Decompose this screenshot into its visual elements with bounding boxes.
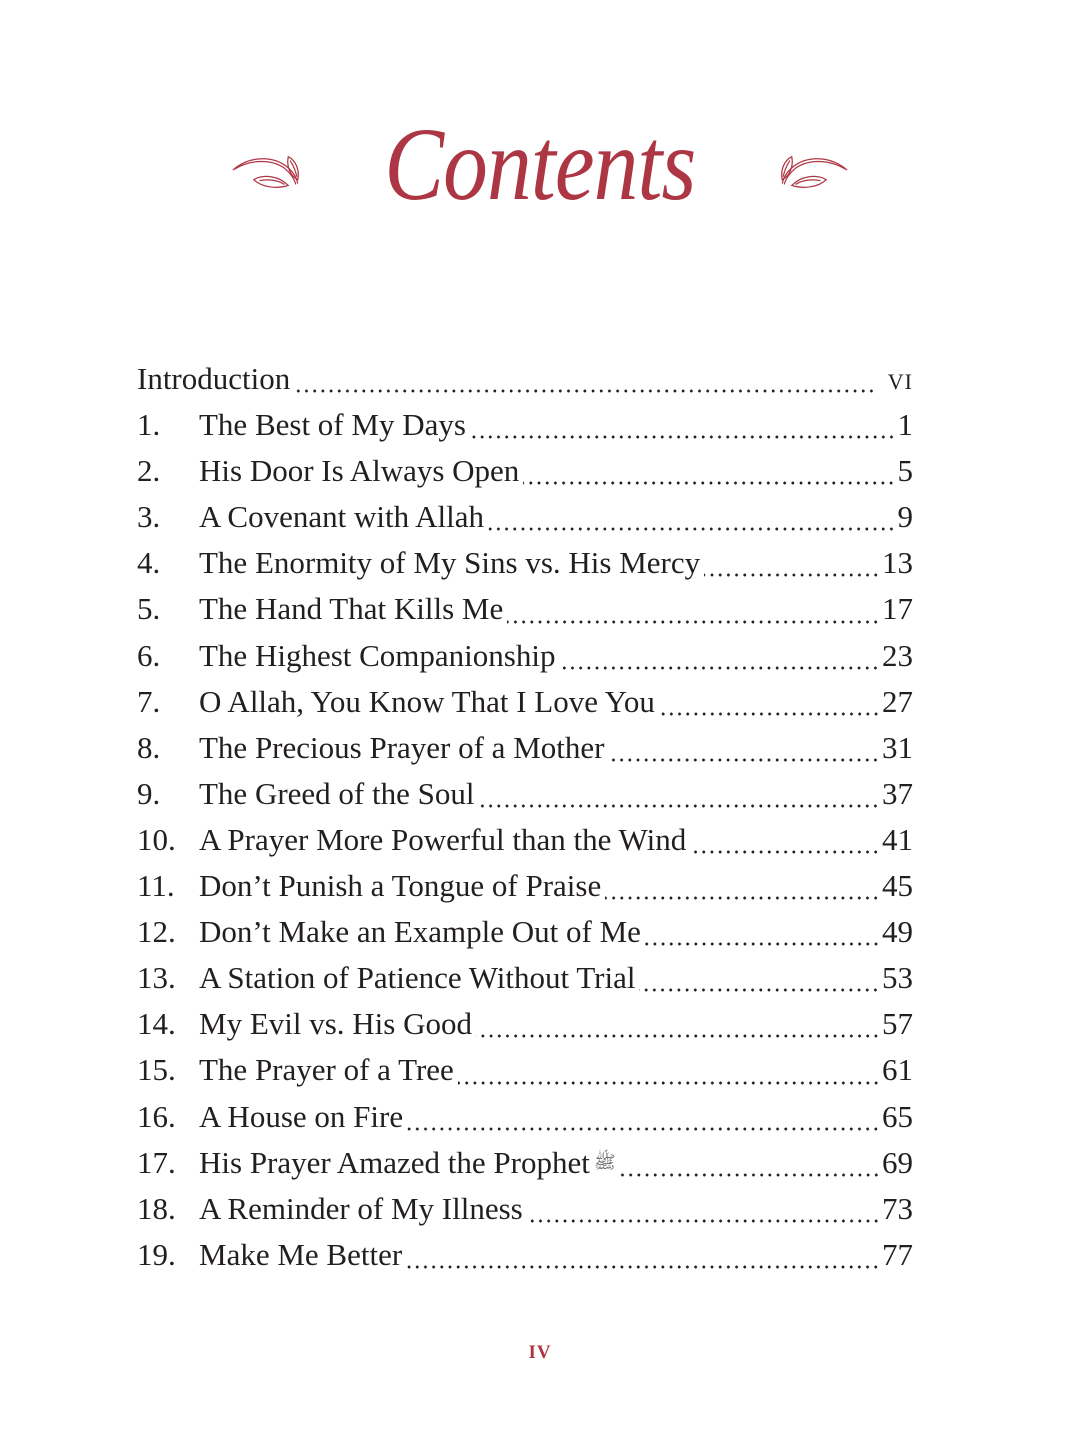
toc-entry-title: A Prayer More Powerful than the Wind <box>199 821 687 857</box>
toc-entry-number: 7. <box>137 683 161 719</box>
dot-leader <box>639 963 880 993</box>
toc-entry-number: 13. <box>137 960 176 996</box>
toc-entry-number: 15. <box>137 1052 176 1088</box>
toc-entry-page: 17 <box>882 591 913 627</box>
toc-entry[interactable] <box>137 725 913 771</box>
toc-entry-title: Don’t Punish a Tongue of Praise <box>199 868 602 904</box>
toc-entry-title: The Enormity of My Sins vs. His Mercy <box>199 545 701 581</box>
dot-leader <box>507 595 880 625</box>
toc-entry[interactable] <box>137 1047 913 1093</box>
dot-leader <box>523 456 895 486</box>
page-number: IV <box>528 1342 552 1363</box>
toc-entry-title: O Allah, You Know That I Love You <box>199 683 655 719</box>
toc-entry-title: A House on Fire <box>199 1098 404 1134</box>
toc-entry-page: 41 <box>882 821 913 857</box>
toc-entry-number: 17. <box>137 1144 176 1180</box>
page-title-text: Contents <box>384 107 696 222</box>
toc-entry[interactable] <box>137 540 913 586</box>
toc-entry-title: The Best of My Days <box>199 407 466 443</box>
toc-entry-introduction[interactable] <box>137 356 913 402</box>
dot-leader <box>605 871 880 901</box>
toc-entry-page: 5 <box>897 453 913 489</box>
toc-entry[interactable] <box>137 633 913 679</box>
toc-entry-page: 31 <box>882 729 913 765</box>
toc-entry-page: 9 <box>897 499 913 535</box>
toc-entry-number: 5. <box>137 591 161 627</box>
toc-entry-title: His Door Is Always Open <box>199 453 520 489</box>
toc-entry-number: 6. <box>137 637 161 673</box>
toc-entry-page: 57 <box>882 1006 913 1042</box>
dot-leader <box>458 1056 880 1086</box>
dot-leader <box>527 1194 880 1224</box>
toc-entry[interactable] <box>137 1232 913 1278</box>
dot-leader <box>559 641 880 671</box>
dot-leader <box>407 1102 880 1132</box>
toc-entry-title: The Highest Companionship <box>199 637 556 673</box>
toc-entry-number: 12. <box>137 914 176 950</box>
toc-entry-number: 19. <box>137 1236 176 1272</box>
toc-entry-page: 37 <box>882 775 913 811</box>
toc-entry[interactable] <box>137 586 913 632</box>
toc-entry-number: 2. <box>137 453 161 489</box>
toc-entry[interactable] <box>137 1001 913 1047</box>
toc-entry-title: A Reminder of My Illness <box>199 1190 523 1226</box>
toc-entry-page: vi <box>887 361 913 396</box>
dot-leader <box>608 733 880 763</box>
toc-entry-number: 8. <box>137 729 161 765</box>
toc-entry[interactable] <box>137 817 913 863</box>
toc-entry[interactable] <box>137 494 913 540</box>
toc-entry-page: 45 <box>882 868 913 904</box>
page-title <box>384 107 696 222</box>
toc-entry-number: 4. <box>137 545 161 581</box>
toc-entry-number: 3. <box>137 499 161 535</box>
dot-leader <box>704 548 880 578</box>
toc-entry-page: 61 <box>882 1052 913 1088</box>
toc-entry-number: 1. <box>137 407 161 443</box>
toc-entry-title-text: His Prayer Amazed the Prophet <box>199 1144 590 1180</box>
toc-entry-title: Don’t Make an Example Out of Me <box>199 914 641 950</box>
toc-entry-page: 69 <box>882 1144 913 1180</box>
toc-entry[interactable] <box>137 1094 913 1140</box>
toc-entry-page: 27 <box>882 683 913 719</box>
dot-leader <box>476 1009 880 1039</box>
toc-entry[interactable] <box>137 771 913 817</box>
toc-entry-number: 14. <box>137 1006 176 1042</box>
toc-entry[interactable] <box>137 955 913 1001</box>
dot-leader <box>406 1240 880 1270</box>
dot-leader <box>488 502 895 532</box>
leaf-flourish-icon <box>765 144 851 200</box>
contents-header <box>0 100 1080 230</box>
dot-leader <box>470 410 896 440</box>
toc-entry[interactable] <box>137 448 913 494</box>
leaf-flourish-icon <box>229 144 315 200</box>
toc-entry-page: 77 <box>882 1236 913 1272</box>
toc-entry-number: 10. <box>137 821 176 857</box>
toc-entry[interactable] <box>137 679 913 725</box>
table-of-contents <box>137 356 913 1278</box>
toc-entry[interactable] <box>137 909 913 955</box>
toc-entry-page: 65 <box>882 1098 913 1134</box>
dot-leader <box>645 917 880 947</box>
salawat-honorific-icon: ﷺ <box>593 1152 616 1173</box>
toc-entry-title: The Prayer of a Tree <box>199 1052 454 1088</box>
dot-leader <box>294 364 876 394</box>
toc-entry-title: A Covenant with Allah <box>199 499 485 535</box>
toc-entry-title: Make Me Better <box>199 1236 403 1272</box>
toc-entry[interactable] <box>137 863 913 909</box>
toc-entry-number: 18. <box>137 1190 176 1226</box>
toc-entry-title: The Greed of the Soul <box>199 775 475 811</box>
toc-entry-title: The Hand That Kills Me <box>199 591 504 627</box>
toc-entry-title: Introduction <box>137 361 291 396</box>
toc-entry-page: 53 <box>882 960 913 996</box>
toc-entry-title <box>199 1140 620 1189</box>
dot-leader <box>478 779 880 809</box>
dot-leader <box>620 1148 880 1178</box>
toc-entry-page: 23 <box>882 637 913 673</box>
toc-entry-page: 49 <box>882 914 913 950</box>
toc-entry[interactable] <box>137 1140 913 1186</box>
toc-entry[interactable] <box>137 1186 913 1232</box>
dot-leader <box>659 687 880 717</box>
toc-entry-title: The Precious Prayer of a Mother <box>199 729 605 765</box>
toc-entry-number: 16. <box>137 1098 176 1134</box>
toc-entry-page: 73 <box>882 1190 913 1226</box>
toc-entry-page: 1 <box>897 407 913 443</box>
toc-entry-number: 11. <box>137 868 175 904</box>
toc-entry[interactable] <box>137 402 913 448</box>
toc-entry-title: A Station of Patience Without Trial <box>199 960 636 996</box>
dot-leader <box>690 825 880 855</box>
toc-entry-page: 13 <box>882 545 913 581</box>
toc-entry-number: 9. <box>137 775 161 811</box>
toc-entry-title: My Evil vs. His Good <box>199 1006 472 1042</box>
